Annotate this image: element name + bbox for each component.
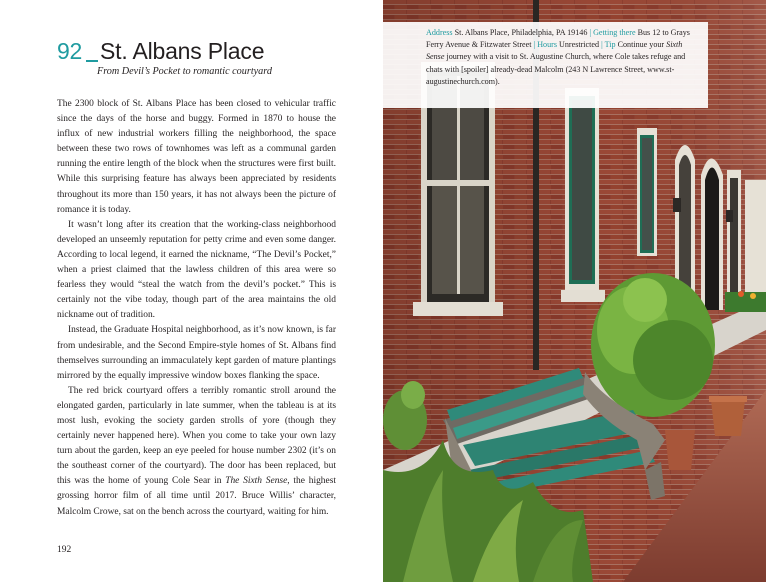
entry-title: St. Albans Place xyxy=(100,38,265,64)
shrub xyxy=(591,273,715,417)
info-text xyxy=(426,27,700,88)
getting-there-label: Getting there xyxy=(593,28,636,37)
paragraph-4 xyxy=(57,384,336,520)
address-label: Address xyxy=(426,28,453,37)
heading-underline xyxy=(86,60,98,62)
entry-heading xyxy=(57,38,377,64)
middle-window xyxy=(561,88,605,302)
hours-value: Unrestricted xyxy=(559,40,600,50)
paragraph-4-part-b: , the highest grossing horror film of all time until 2017. Bruce Willis’ character, Malcolm Crowe, sat on the bench across the courtyard, waiting for him. xyxy=(57,476,337,517)
address-value: St. Albans Place, Philadelphia, PA 19146 xyxy=(454,28,588,37)
entry-subtitle: From Devil’s Pocket to romantic courtyard xyxy=(97,66,272,77)
tip-part-b: journey with a visit to St. Augustine Church, where Cole takes refuge and chats with [spoiler] already-dead Malcolm (243 N Lawrence Street, www.st-augustinechurch.com). xyxy=(426,52,686,86)
tip-part-a: Continue your xyxy=(617,40,667,50)
entry-number: 92 xyxy=(57,38,82,64)
tip-label: Tip xyxy=(604,40,616,50)
film-title: The Sixth Sense xyxy=(225,476,288,487)
paragraph-4-part-a: The red brick courtyard offers a terribly romantic stroll around the elongated garden, particularly in late summer, when the tableau is at its most lush, evoking the society garden strolls of yore (though they certainly never happened here). When you come to take your own lazy turn about the garden, keep an eye peeled for house number 2302 (it’s on the southeast corner of the courtyard). The door has been replaced, but this was the home of young Cole Sear in xyxy=(57,385,336,487)
paragraph-1: The 2300 block of St. Albans Place has been closed to vehicular traffic since the days of the horse and buggy. Formed in 1870 to house the influx of new industrial workers filling the neighborhood, the space between these two rows of townhomes was left as a communal garden running the entire length of the block when the structures were first built. While this surprising feature has always been appreciated by residents throughout its more than 150 years, it has not always been the picture of romance it is today. xyxy=(57,99,336,215)
hours-label: Hours xyxy=(537,40,557,50)
paragraph-3: Instead, the Graduate Hospital neighborhood, as it’s now known, is far from undesirable, and the Second Empire-style homes of St. Albans find themselves surrounding an immaculately kept garden of mature plantings mirrored by the equally impressive window boxes flanking the space. xyxy=(57,325,336,381)
getting-there-value: Bus 12 to Grays Ferry Avenue & Fitzwater Street xyxy=(426,28,690,50)
tip-film-title: Sixth Sense xyxy=(426,40,683,62)
page-number: 192 xyxy=(57,545,72,555)
separator: | xyxy=(533,40,536,50)
window-boxes xyxy=(725,292,766,312)
far-window xyxy=(637,128,657,256)
separator: | xyxy=(589,28,592,37)
separator: | xyxy=(601,40,603,50)
paragraph-2: It wasn’t long after its creation that the working-class neighborhood developed an unseemly reputation for petty crime and even some danger. According to local legend, it earned the nickname, “The Devil’s Pocket,” when a priest claimed that the lawless children of this area were so fearless they would “steal the watch from the devil’s pocket.” This is certainly not the vibe today, though part of the area maintains the old nickname out of tradition. xyxy=(57,219,336,321)
body-text xyxy=(57,97,336,520)
